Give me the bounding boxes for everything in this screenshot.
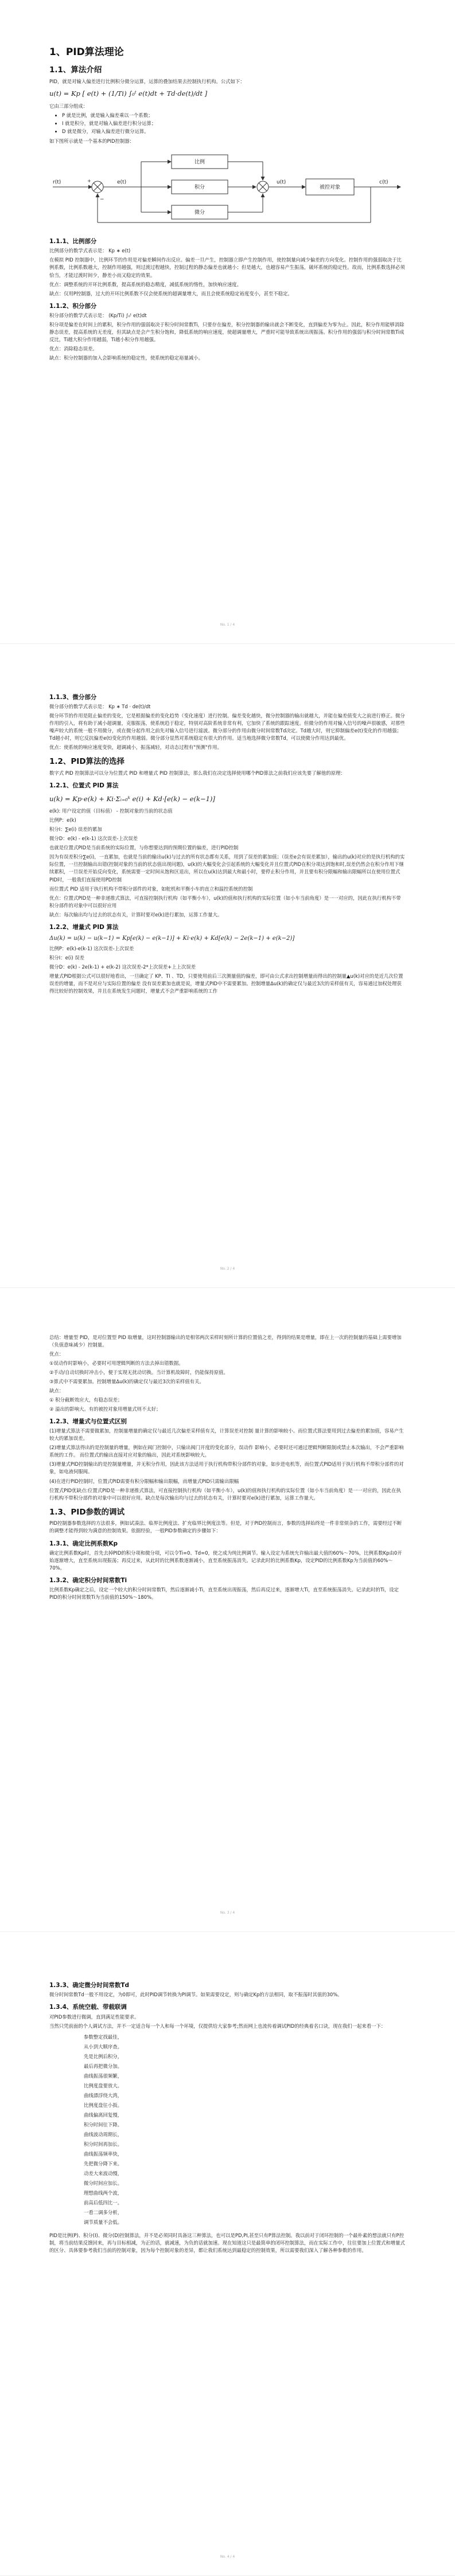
paragraph: 也就是位置式PID是当前系统的实际位置，与你想要达到的预期位置的偏差，进行PID控制 — [49, 845, 239, 851]
paragraph: 因为有误差积分∑e(i)，一直累加，也就是当前的输出u(k)与过去的所有状态都有关系，用到了误差的累加值；（误差e会有误差累加），输出的u(k)对应的是执行机构的实际位置，一旦控制输出出错(控制对象的当前的状态值出现问题)，u(k)的大幅变化会引起系统的大幅变化并且位置式PID在积分项达到饱和时,误差仍然会在积分作用下继续累积，一旦误差开始反向变化，系统需要一定时间从饱和区退出，所以在u(k)达到最大和最小时，要停止积分作用，并且要有积分限幅和输出限幅所以在使用位置式PID时，一般我们直接使用PD控制 — [49, 854, 405, 883]
poem-line: 从小到大顺序查。 — [84, 2043, 122, 2050]
poem-line: 比例度盘往小扳。 — [84, 2102, 122, 2108]
doc-title: 1、PID算法理论 — [49, 46, 124, 58]
subsection-heading: 1.1.3、微分部分 — [49, 694, 97, 701]
paragraph: 增量式PID根据公式可以很好地看出，一旦确定了 KP、TI 、TD，只要使用前后三次测量值的偏差，即可由公式求出控制增量而得出的控制量▲u(k)对应的是近几次位置误差的增量，而不是对应与实际位置的偏差 没有误差累加也就是说，增量式PID中不需要累加。控制增量Δu(k)的确定仅与最近3次的采样值有关，容易通过加权处理获得比较好的控制效果，并且在系统发生问题时，增量式不会严重影响系统的工作 — [49, 973, 403, 994]
poem-row — [84, 2062, 130, 2071]
paragraph: 积分I：∑e(i) 误差的累加 — [49, 826, 102, 833]
poem-row — [84, 2149, 130, 2159]
section-heading: 1.2、PID算法的选择 — [49, 757, 125, 767]
paragraph: PID，就是对输入偏差进行比例积分微分运算，运算的叠加结果去控制执行机构。公式如下： — [49, 79, 245, 85]
poem-line: 先把微分降下来。 — [84, 2160, 122, 2167]
list-item: (4)在进行PID控制时，位置式PID需要有积分限幅和输出限幅，而增量式PID只需输出限幅 — [49, 1478, 239, 1484]
paragraph: PID是比例(P)、积分(I)、微分(D)控制算法，并不是必须同时具备这三种算法，也可以是PD,PI,甚至只有P算法控制。我以前对于闭环控制的一个最朴素的想法就只有P控制，将当前结果反馈回来，再与目标相减，为正的话，就减速，为负的话就加速。现在知道这只是最简单的闭环控制算法，而在实际工作中，往往要加上位置式和增量式的区分、具体要参考我们当前的控制对象，因为每个控制对象的差异，都让我们系统达到最稳定的控制效果，所以需要我们深入了解各种参数的作用。 — [49, 2232, 405, 2253]
component-list — [62, 112, 406, 135]
integral-label: 积分 — [194, 185, 205, 191]
diagram-output-label: c(t) — [379, 179, 388, 186]
paragraph: e(k): 用户设定的值（目标值） - 控制对象的当前的状态值 — [49, 808, 173, 814]
paragraph: 优点：使系统的响应速度变快，超调减小，振荡减轻，对动态过程有"预测"作用。 — [49, 744, 222, 751]
pid-block-diagram — [49, 151, 406, 225]
subsection-heading: 1.2.2、增量式 PID 算法 — [49, 923, 119, 931]
paragraph: 缺点： — [49, 1388, 64, 1394]
poem-line: 曲线偏离回复慢， — [84, 2111, 122, 2118]
list-item: ① 积分截断效应大，有稳态误差； — [49, 1397, 123, 1403]
pid-formula: u(t) = Kp [ e(t) + (1/Ti) ∫₀ᵗ e(t)dt + Td·de(t)/dt ] — [49, 89, 208, 98]
subsection-heading: 1.2.1、位置式 PID 算法 — [49, 782, 119, 790]
poem-line: 先是比例后积分， — [84, 2053, 122, 2059]
poem-row — [84, 2140, 130, 2149]
section-heading: 1.1、算法介绍 — [49, 65, 102, 75]
paragraph: 当然只凭前面的个人调试方法，并不一定适合每一个人和每一个环境，仅提供给大家参考;然而网上也流传着调试PID的经典着名口诀，现在我们一起来看一下： — [49, 2023, 386, 2029]
page-number: No. 4 / 4 — [220, 2554, 235, 2559]
list-item: (3)增量式PID控制输出的是控制量增量，并无积分作用，因此该方法适用于执行机构带积分部件的对象，如步进电机等，而位置式PID适用于执行机构不带积分部件的对象，如电液伺服阀。 — [49, 1461, 404, 1475]
list-item: (1)增量式算法不需要做累加，控制量增量的确定仅与最近几次偏差采样值有关，计算误差对控制 量计算的影响较小。而位置式算法要用到过去偏差的累加值，容易产生较大的累加误差。 — [49, 1428, 404, 1442]
paragraph: 缺点：仅用P控制器，过大的开环比例系数不仅会使系统的超调量增大，而且会使系统稳定裕度变小，甚至不稳定。 — [49, 290, 293, 296]
proportional-label: 比例 — [194, 159, 205, 166]
paragraph: 而位置式 PID 适用于执行机构不带积分部件的对象，如舵机和平衡小车的直立和温控系统的控制 — [49, 885, 253, 892]
paragraph: 微分D：e(k) - 2e(k-1) + e(k-2) 这次误差-2*上次误差+上上次误差 — [49, 964, 196, 970]
page-number: No. 2 / 4 — [220, 1266, 235, 1271]
paragraph: 比例系数Kp确定之后，设定一个较大的积分时间常数Ti，然后逐渐减小Ti，直至系统出现振荡，然后再反过来，逐渐增大Ti，直至系统振荡消失。记录此时的Ti，设定PID的积分时间常数Ti为当前值的150%～180%。 — [49, 1587, 399, 1601]
page-3 — [0, 1288, 455, 1932]
list-item: • P 就是比例，就是输入偏差乘以一个系数； — [62, 112, 406, 119]
tuning-poem — [84, 2032, 406, 2227]
paragraph: 总结：增量型 PID，是对位置型 PID 取增量，这时控制器输出的是相邻两次采样时刻所计算的位置值之差，得到的结果是增量，即在上一次的控制量的基础上需要增加（负值意味减少）控制量。 — [49, 1334, 402, 1348]
poem-row — [84, 2179, 130, 2188]
poem-line: 比例度盘要放大。 — [84, 2082, 122, 2089]
poem-line: 参数整定找最佳， — [84, 2034, 122, 2040]
poem-row — [84, 2130, 130, 2140]
poem-row — [84, 2101, 130, 2110]
poem-row — [84, 2218, 130, 2227]
subsection-heading: 1.2.3、增量式与位置式区别 — [49, 1418, 127, 1426]
paragraph: 比例P：e(k) — [49, 817, 76, 823]
list-item: ③算式中不需要累加。控制增量Δu(k)的确定仅与最近3次的采样值有关。 — [49, 1379, 204, 1385]
math-line: 积分部分的数学式表示是： (Kp/Ti) ∫₀ᵗ e(t)dt — [49, 312, 147, 318]
diagram-control-label: u(t) — [277, 179, 286, 186]
paragraph: 优点：调整系统的开环比例系数，提高系统的稳态精度，减低系统的惰性，加快响应速度。 — [49, 281, 242, 287]
incremental-pid-formula: Δu(k) = u(k) − u(k−1) = Kp[e(k) − e(k−1)] + Ki·e(k) + Kd[e(k) − 2e(k−1) + e(k−2)] — [49, 935, 295, 942]
page-4 — [0, 1932, 455, 2576]
poem-line: 前高后低四比一。 — [84, 2199, 122, 2206]
page-number: No. 3 / 4 — [220, 1910, 235, 1915]
paragraph: 微分D：e(k) - e(k-1) 这次误差-上次误差 — [49, 836, 138, 842]
paragraph: 积分I：e(i) 误差 — [49, 955, 85, 961]
paragraph: 优点： — [49, 1351, 64, 1357]
poem-line: 曲线振荡很频繁， — [84, 2072, 122, 2079]
poem-row — [84, 2032, 130, 2042]
paragraph: 位置式PID优缺点:位置式PID是一种非递推式算法，可直接控制执行机构（如平衡小车），u(k)的值和执行机构的实际位置（如小车当前角度）是一一对应的，因此在执行机构不带积分部件的对象中可以很好应用。缺点是每次输出均与过去的状态有关，计算时要对e(k)进行累加，运算工作量大。 — [49, 1487, 401, 1501]
paragraph: 在模拟 PID 控制器中，比例环节的作用是对偏差瞬间作出反应。偏差一旦产生，控制器立即产生控制作用，使控制量向减少偏差的方向变化。控制作用的强弱取决于比例系数，比例系数越大，控制作用越强，则过渡过程越快，控制过程的静态偏差也就越小；但是越大，也越容易产生振荡，破坏系统的稳定性。故而，比例系数选择必须恰当，才能过渡时间少，静差小而又稳定的效果。 — [49, 257, 405, 278]
list-item: • I 就是积分，就是对输入偏差进行积分运算； — [62, 120, 406, 127]
subsection-heading: 1.3.1、确定比例系数Kp — [49, 1540, 118, 1547]
poem-line: 曲线振荡频率快， — [84, 2150, 122, 2157]
paragraph: 数字式 PID 控制算法可以分为位置式 PID 和增量式 PID 控制算法，那么我们在决定选择使用哪个PID算法之前我们应该先要了解他的原理： — [49, 770, 345, 776]
paragraph: 缺点：积分控制器的加入会影响系统的稳定性，使系统的稳定裕量减小。 — [49, 354, 203, 361]
subsection-heading: 1.3.3、确定微分时间常数Td — [49, 1982, 130, 1989]
paragraph: 微分环节的作用是阻止偏差的变化，它是根据偏差的变化趋势（变化速度）进行控制。偏差变化越快，微分控制器的输出就越大，并能在偏差值变大之前进行修正。微分作用的引入，将有助于减小超调量，克服振荡，使系统趋于稳定，特别对高阶系统非常有利，它加快了系统的跟踪速度。但微分的作用对输入信号的噪声很敏感，对那些噪声较大的系统一般不用微分，或在微分起作用之前先对输入信号进行滤波。微分部分的作用由微分时间常数Td决定。Td越大时，则它抑制偏差e(t)变化的作用越强；Td越小时，则它反抗偏差e(t)变化的作用越弱。微分部分显然对系统稳定有很大的作用。适当地选择微分常数Td，可以使微分作用达到最优。 — [49, 713, 405, 741]
poem-row — [84, 2169, 130, 2179]
poem-table — [84, 2032, 130, 2227]
subsection-heading: 1.3.4、系统空载、带载联调 — [49, 2004, 127, 2011]
poem-row — [84, 2198, 130, 2208]
subsection-heading: 1.1.2、积分部分 — [49, 302, 97, 310]
subsection-heading: 1.1.1、比例部分 — [49, 238, 97, 245]
poem-line: 曲线漂浮绕大湾， — [84, 2092, 122, 2098]
poem-row — [84, 2159, 130, 2169]
poem-line: 微分时间应加长。 — [84, 2180, 122, 2186]
paragraph: PID控制器参数选择的方法很多，例如试凑法、临界比例度法、扩充临界比例度法等。但是，对于PID控制而言，参数的选择始终是一件非常烦杂的工作，需要经过不断的调整才能得到较为满意的控制效果。依据经验，一般PID参数确定的步骤如下： — [49, 1520, 402, 1534]
poem-row — [84, 2120, 130, 2130]
subsection-heading: 1.3.2、确定积分时间常数Ti — [49, 1576, 127, 1584]
poem-line: 积分时间再加长。 — [84, 2141, 122, 2147]
section-heading: 1.3、PID参数的调试 — [49, 1507, 125, 1517]
paragraph: 比例P：e(k)-e(k-1) 这次误差-上次误差 — [49, 946, 134, 952]
poem-line: 理想曲线两个波， — [84, 2189, 122, 2196]
list-item: ①误动作时影响小，必要时可用逻辑判断的方法去掉出错数据。 — [49, 1360, 184, 1367]
poem-line: 最后再把微分加。 — [84, 2063, 122, 2069]
paragraph: 优点：消除稳态误差。 — [49, 345, 98, 352]
paragraph: 它由三部分组成： — [49, 103, 88, 110]
paragraph: 缺点：每次输出均与过去的状态有关，计算时要对e(k)进行累加，运算工作量大。 — [49, 911, 223, 918]
paragraph: 确定比例系数Kp时，首先去掉PID的积分项和微分项，可以令Ti=0、Td=0，使之成为纯比例调节。输入设定为系统允许输出最大值的60%～70%，比例系数Kp由0开始逐渐增大，直至系统出现振荡；再反过来，从此时的比例系数逐渐减小，直至系统振荡消失。记录此时的比例系数Kp，设定PID的比例系数Kp为当前值的60%～70%。 — [49, 1549, 402, 1571]
poem-line: 积分时间往下降。 — [84, 2121, 122, 2128]
paragraph: 优点：位置式PID是一种非递推式算法，可直接控制执行机构（如平衡小车），u(k)的值和执行机构的实际位置（如小车当前角度）是一一对应的，因此在执行机构不带积分部件的对象中可以很好应用 — [49, 895, 401, 908]
diagram-plus: + — [87, 178, 91, 184]
plant-label: 被控对象 — [319, 185, 341, 191]
positional-pid-formula: u(k) = Kp·e(k) + Ki·Σᵢ₌₀ᵏ e(i) + Kd·[e(k) − e(k−1)] — [49, 794, 215, 803]
poem-line: 一看二调多分析， — [84, 2209, 122, 2215]
derivative-label: 微分 — [194, 210, 205, 216]
math-line: 微分部分的数学式表示是： Kp ∗ Td · de(t)/dt — [49, 704, 151, 710]
page-2 — [0, 644, 455, 1288]
page-1 — [0, 0, 455, 644]
poem-row — [84, 2042, 130, 2052]
poem-line: 调节质量不会低。 — [84, 2219, 122, 2225]
paragraph: 积分项是偏差在时间上的累积，积分作用的强弱取决于积分时间常数Ti，只要存在偏差，积分控制器的输出就会不断变化，直到偏差为零为止。因此，积分作用能够消除静态误差，提高系统的无差度，但其缺点是会产生积分饱和，降低系统的响应速度，使超调量增大，严重时可能导致系统出现振荡。积分作用的强弱与积分时间常数Ti成反比，Ti越大积分作用越弱，Ti越小积分作用越强。 — [49, 321, 405, 342]
poem-row — [84, 2188, 130, 2198]
diagram-input-label: r(t) — [53, 179, 61, 186]
list-item: ②手动/自动切换时冲击小，便于实现无扰动切换。当计算机故障时，仍能保持原值。 — [49, 1369, 228, 1376]
page-number: No. 1 / 4 — [220, 622, 235, 627]
list-item: ② 溢出的影响大。有的被控对象用增量式则不太好； — [49, 1406, 161, 1412]
list-item: • D 就是微分，对输入偏差进行微分运算。 — [62, 128, 406, 135]
paragraph: 微分时间常数Td一般不用设定，为0即可，此时PID调节转换为PI调节。如果需要设定，则与确定Kp的方法相同，取不振荡时其值的30%。 — [49, 1992, 343, 1998]
paragraph: 对PID参数进行微调，直到满足性能要求。 — [49, 2013, 139, 2020]
poem-row — [84, 2110, 130, 2120]
poem-row — [84, 2091, 130, 2101]
poem-row — [84, 2071, 130, 2081]
poem-row — [84, 2081, 130, 2091]
poem-line: 曲线波动周期长， — [84, 2131, 122, 2137]
list-item: (2)增量式算法得出的是控制量的增量，例如在阀门控制中，只输出阀门开度的变化部分，误动作 影响小，必要时还可通过逻辑判断限制或禁止本次输出，不会严重影响系统的工作。 而位置式的输出直接对应对象的输出，因此对系统影响较大。 — [49, 1445, 404, 1458]
poem-line: 动差大来波动慢， — [84, 2170, 122, 2176]
poem-row — [84, 2208, 130, 2218]
paragraph: 如下图所示就是一个基本的PID控制器： — [49, 138, 134, 145]
math-line: 比例部分的数学式表示是： Kp ∗ e(t) — [49, 248, 131, 254]
poem-row — [84, 2052, 130, 2062]
diagram-error-label: e(t) — [117, 179, 127, 186]
diagram-minus: − — [100, 197, 104, 203]
